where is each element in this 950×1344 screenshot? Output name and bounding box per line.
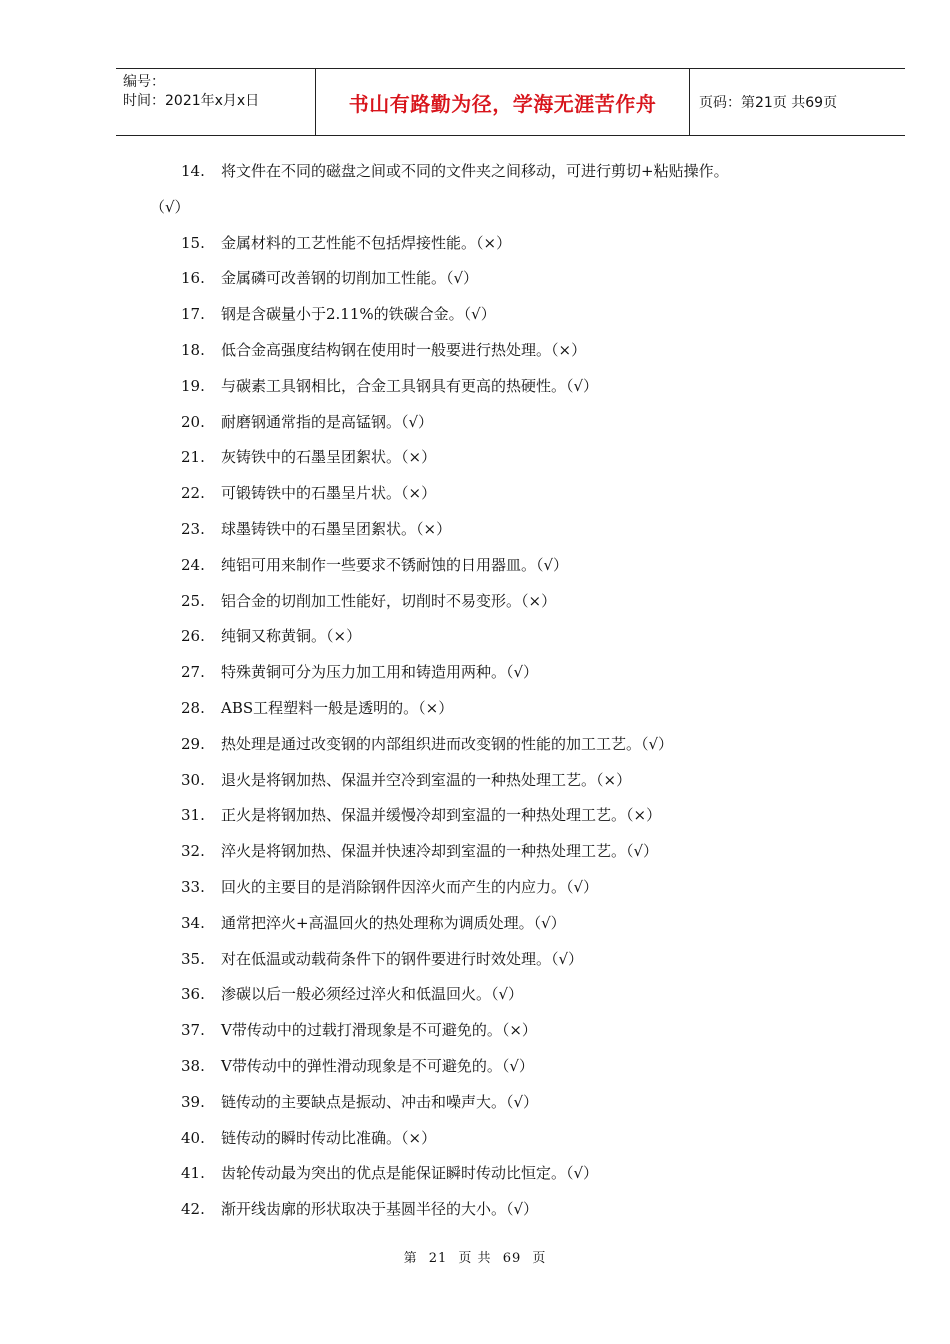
header-time-label: 时间：2021年x月x日 (123, 93, 260, 109)
question-item (181, 655, 871, 691)
question-number: 26. (181, 627, 205, 646)
question-number: 20. (181, 412, 205, 431)
question-item (181, 297, 871, 333)
question-text: V带传动中的弹性滑动现象是不可避免的。（√） (221, 1056, 534, 1075)
question-text: ABS工程塑料一般是透明的。（×） (221, 698, 454, 717)
header-code-label: 编号： (123, 74, 165, 90)
question-item (181, 1013, 871, 1049)
question-item (181, 261, 871, 297)
question-text: 金属材料的工艺性能不包括焊接性能。（×） (221, 233, 512, 252)
question-item (181, 691, 871, 727)
question-item (181, 548, 871, 584)
question-text: 渗碳以后一般必须经过淬火和低温回火。（√） (221, 985, 524, 1004)
question-text: 纯铝可用来制作一些要求不锈耐蚀的日用器皿。（√） (221, 555, 569, 574)
question-text: 球墨铸铁中的石墨呈团絮状。（×） (221, 519, 452, 538)
question-item (181, 727, 871, 763)
question-number: 21. (181, 448, 205, 467)
question-number: 16. (181, 269, 205, 288)
question-item (181, 1156, 871, 1192)
question-number: 28. (181, 698, 205, 717)
question-text: 对在低温或动载荷条件下的钢件要进行时效处理。（√） (221, 949, 584, 968)
question-text: 回火的主要目的是消除钢件因淬火而产生的内应力。（√） (221, 877, 599, 896)
question-number: 24. (181, 555, 205, 574)
question-item (181, 226, 871, 262)
question-text: 退火是将钢加热、保温并空冷到室温的一种热处理工艺。（×） (221, 770, 632, 789)
question-text: 与碳素工具钢相比，合金工具钢具有更高的热硬性。（√） (221, 376, 599, 395)
question-answer-continuation: （√） (150, 197, 190, 216)
question-item (181, 1049, 871, 1085)
question-number: 37. (181, 1021, 205, 1040)
question-number: 35. (181, 949, 205, 968)
question-text: 灰铸铁中的石墨呈团絮状。（×） (221, 448, 437, 467)
header-motto: 书山有路勤为径，学海无涯苦作舟 (316, 69, 690, 135)
question-item (181, 619, 871, 655)
question-item (181, 333, 871, 369)
question-number: 23. (181, 519, 205, 538)
question-text: 钢是含碳量小于2.11%的铁碳合金。（√） (221, 305, 496, 324)
question-text: 可锻铸铁中的石墨呈片状。（×） (221, 484, 437, 503)
question-item (181, 798, 871, 834)
question-item (181, 405, 871, 441)
footer-page-suffix: 页 (532, 1251, 547, 1266)
question-text: 渐开线齿廓的形状取决于基圆半径的大小。（√） (221, 1200, 539, 1219)
question-item (181, 584, 871, 620)
question-text: 低合金高强度结构钢在使用时一般要进行热处理。（×） (221, 340, 587, 359)
question-number: 30. (181, 770, 205, 789)
question-number: 17. (181, 305, 205, 324)
question-number: 19. (181, 376, 205, 395)
page-header (116, 68, 905, 136)
question-number: 39. (181, 1092, 205, 1111)
footer-page-number: 21 (428, 1251, 448, 1266)
question-text: 特殊黄铜可分为压力加工用和铸造用两种。（√） (221, 663, 539, 682)
question-item (181, 906, 871, 942)
question-number: 32. (181, 842, 205, 861)
question-number: 42. (181, 1200, 205, 1219)
footer-page-mid: 页 共 (458, 1251, 492, 1266)
question-number: 33. (181, 877, 205, 896)
question-text: 齿轮传动最为突出的优点是能保证瞬时传动比恒定。（√） (221, 1164, 599, 1183)
question-number: 31. (181, 806, 205, 825)
question-number: 34. (181, 913, 205, 932)
question-number: 15. (181, 233, 205, 252)
question-number: 14. (181, 162, 205, 180)
question-text: 通常把淬火+高温回火的热处理称为调质处理。（√） (221, 913, 566, 932)
question-item (181, 870, 871, 906)
footer-page-prefix: 第 (403, 1251, 418, 1266)
question-item (181, 1085, 871, 1121)
question-item (181, 977, 871, 1013)
header-page-label: 页码：第21页 共69页 (699, 95, 838, 111)
question-text: 将文件在不同的磁盘之间或不同的文件夹之间移动，可进行剪切+粘贴操作。 (221, 162, 729, 180)
question-text: 链传动的主要缺点是振动、冲击和噪声大。（√） (221, 1092, 539, 1111)
question-text: 链传动的瞬时传动比准确。（×） (221, 1128, 437, 1147)
question-text: 金属磷可改善钢的切削加工性能。（√） (221, 269, 479, 288)
question-number: 27. (181, 663, 205, 682)
question-number: 22. (181, 484, 205, 503)
question-text: 铝合金的切削加工性能好，切削时不易变形。（×） (221, 591, 557, 610)
question-item (181, 1192, 871, 1228)
question-item (181, 476, 871, 512)
question-text: 耐磨钢通常指的是高锰钢。（√） (221, 412, 434, 431)
question-number: 38. (181, 1056, 205, 1075)
question-number: 36. (181, 985, 205, 1004)
question-text: 纯铜又称黄铜。（×） (221, 627, 362, 646)
question-item (181, 440, 871, 476)
question-text: 热处理是通过改变钢的内部组织进而改变钢的性能的加工工艺。（√） (221, 734, 674, 753)
footer-total-pages: 69 (502, 1251, 522, 1266)
question-number: 29. (181, 734, 205, 753)
question-item (181, 512, 871, 548)
question-text: V带传动中的过载打滑现象是不可避免的。（×） (221, 1021, 537, 1040)
question-item (181, 834, 871, 870)
question-list (0, 154, 950, 1228)
page-footer (0, 1247, 950, 1266)
question-text: 正火是将钢加热、保温并缓慢冷却到室温的一种热处理工艺。（×） (221, 806, 662, 825)
question-number: 25. (181, 591, 205, 610)
question-number: 40. (181, 1128, 205, 1147)
question-item (181, 763, 871, 799)
question-number: 41. (181, 1164, 205, 1183)
question-item (181, 369, 871, 405)
header-meta-cell (116, 69, 316, 135)
question-text: 淬火是将钢加热、保温并快速冷却到室温的一种热处理工艺。（√） (221, 842, 659, 861)
question-number: 18. (181, 340, 205, 359)
question-item (181, 1121, 871, 1157)
question-item (181, 154, 871, 190)
question-item (181, 942, 871, 978)
